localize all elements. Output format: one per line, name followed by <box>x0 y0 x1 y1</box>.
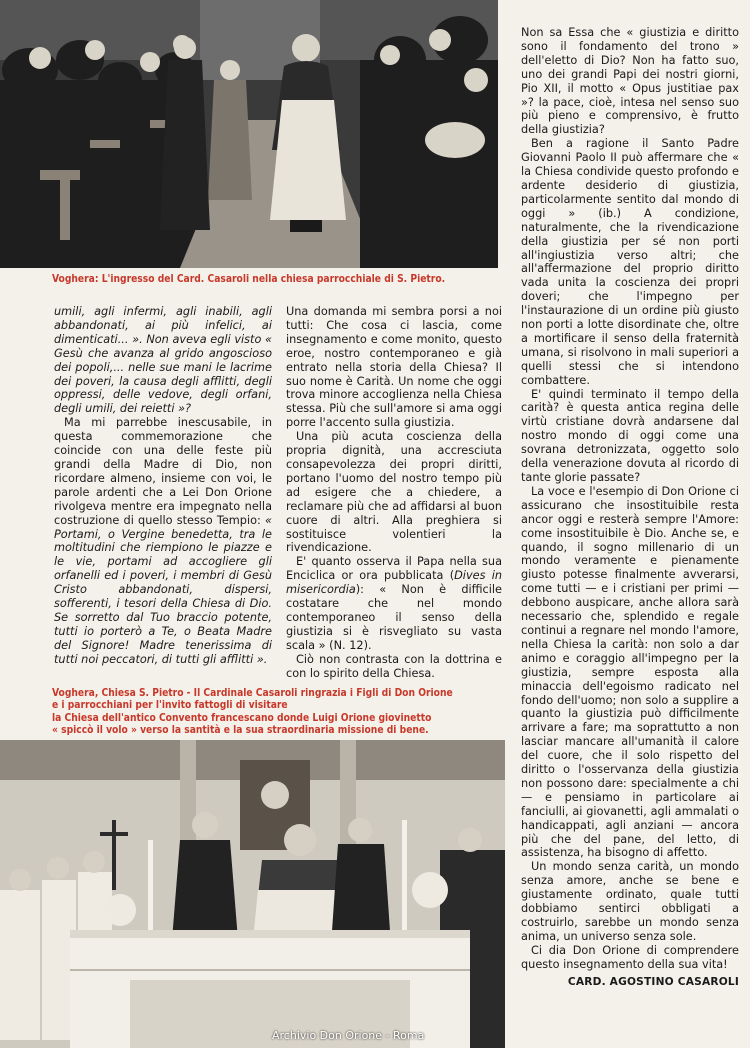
bottom-photo-caption: Voghera, Chiesa S. Pietro - Il Cardinale Casaroli ringrazia i Figli di Don Orione e i parrocchiani per l'invito fattogli di visitare la Chiesa dell'antico Convento francescano donde Luigi Orione giovinetto « spiccò il volo » verso la santità e la sua straordinaria missione di bene. <box>52 688 453 737</box>
italic-quote: umili, agli infermi, agli inabili, agli abbandonati, ai più infelici, ai dimenticati... ». Non aveva egli visto « Gesù che avanza al grido angoscioso dei popoli,... nelle sue mani le lacrime dei poveri, la causa degli afflitti, degli oppressi, delle vedove, degli orfani, degli umili, dei reietti »? <box>54 305 272 416</box>
top-photo-caption: Voghera: L'ingresso del Card. Casaroli nella chiesa parrocchiale di S. Pietro. <box>52 274 446 285</box>
paragraph-text: E' quanto osserva il Papa nella sua Enciclica or ora pubblicata ( <box>286 555 502 583</box>
top-photo-image <box>0 0 498 268</box>
paragraph: Un mondo senza carità, un mondo senza amore, anche se bene e giustamente ordinato, quale tutti dobbiamo sentirci obbligati a costruirlo, sarebbe un mondo senza anima, un universo senza sole. <box>521 860 739 943</box>
paragraph: Una domanda mi sembra porsi a noi tutti: Che cosa ci lascia, come insegnamento e come monito, questo eroe, nostro contemporaneo e già entrato nella storia della Chiesa? Il suo nome è Carità. Un nome che oggi trova minore accoglienza nella Chiesa stessa. Più che sull'amore si ama oggi porre l'accento sulla giustizia. <box>286 305 502 430</box>
encyclical-title: Dives in misericordia <box>286 569 503 597</box>
paragraph: E' quindi terminato il tempo della carità? è questa antica regina delle virtù cristiane dovrà andarsene dal nostro mondo di oggi come una sovrana detronizzata, oggetto solo della venerazione dovuta al ricordo di tante glorie passate? <box>521 387 739 484</box>
italic-prayer: « Portami, o Vergine benedetta, tra le moltitudini che riempiono le piazze e le vie, portami ad accogliere gli orfanelli ed i poveri, i membri di Gesù Cristo abbandonati, dispersi, sofferenti, i tesori della Chiesa di Dio. Se sorretto dal Tuo braccio potente, tutti io porterò a Te, o Beata Madre del Signore! Madre tenerissima di tutti noi peccatori, di tutti gli afflitti ». <box>54 513 272 666</box>
paragraph <box>286 555 502 652</box>
top-photo <box>0 0 498 268</box>
paragraph-text: Ma mi parrebbe inescusabile, in questa commemorazione che coincide con una delle feste più grandi della Madre di Dio, non ricordare almeno, insieme con voi, le parole ardenti che a Lei Don Orione rivolgeva mentre era impegnato nella costruzione di quello stesso Tempio: <box>54 416 272 527</box>
archive-watermark: Archivio Don Orione - Roma <box>272 1029 425 1042</box>
author-signature: CARD. AGOSTINO CASAROLI <box>567 975 739 988</box>
text-column-2 <box>286 305 502 680</box>
paragraph: La voce e l'esempio di Don Orione ci assicurano che insostituibile resta ancor oggi e resterà sempre l'Amore: come insostituibile è Dio. Anche se, e quando, il sogno millenario di un mondo veramente e pienamente giusto potesse finalmente avverarsi, come tutti — e i cristiani per primi — debbono auspicare, anche allora sarà necessario che, splendido e regale continui a regnare nel mondo l'amore, nella Chiesa la carità: non solo a dar animo e coraggio all'impegno per la giustizia, sempre esposta alla minaccia dell'egoismo radicato nel fondo dell'uomo; non solo a supplire a quanto la giustizia può difficilmente arrivare a fare; ma soprattutto a non lasciar mancare all'umanità il calore del cuore, che il solo rispetto del diritto o l'osservanza della giustizia non possono dare: specialmente a chi — e pensiamo in particolare ai fanciulli, ai giovanetti, agli ammalati o handicappati, agli anziani — ancora più che del pane, del letto, di assistenza, ha bisogno di affetto. <box>521 484 739 860</box>
paragraph: Non sa Essa che « giustizia e diritto sono il fondamento del trono » dell'eletto di Dio? Non ha fatto suo, uno dei grandi Papi dei nostri giorni, Pio XII, il motto « Opus justitiae pax »? la pace, cioè, intesa nel senso suo più pieno e comprensivo, è frutto della giustizia? <box>521 26 739 137</box>
paragraph: Una più acuta coscienza della propria dignità, una accresciuta consapevolezza dei propri diritti, portano l'uomo del nostro tempo più ad esigere che a chiedere, a reclamare più che ad affidarsi al buon cuore di altri. Alla preghiera si sostituisce volentieri la rivendicazione. <box>286 430 502 555</box>
paragraph <box>54 416 272 666</box>
paragraph: Ben a ragione il Santo Padre Giovanni Paolo II può affermare che « la Chiesa condivide questo profondo e ardente desiderio di giustizia, particolarmente sentito dal mondo di oggi » (ib.) A condizione, naturalmente, che la rivendicazione della giustizia per sé non porti all'ingiustizia verso altri; che all'affermazione del proprio diritto vada unita la coscienza dei propri doveri; che l'impegno per l'instaurazione di un ordine più giusto non porti a lotte disordinate che, oltre a mortificare il senso della fraternità umana, si risolvono in mali superiori a quelli stessi che si intendono combattere. <box>521 137 739 387</box>
paragraph: Ciò non contrasta con la dottrina e con lo spirito della Chiesa. <box>286 652 502 680</box>
text-column-3 <box>521 26 739 990</box>
paragraph-text: ): « Non è difficile costatare che nel mondo contemporaneo il senso della giustizia si è risvegliato su vasta scala » (N. 12). <box>286 583 502 652</box>
paragraph: Ci dia Don Orione di comprendere questo insegnamento della sua vita! <box>521 943 739 971</box>
paragraph <box>54 305 272 416</box>
bottom-photo-image <box>0 740 505 1048</box>
text-column-1 <box>54 305 272 667</box>
bottom-photo <box>0 740 505 1048</box>
